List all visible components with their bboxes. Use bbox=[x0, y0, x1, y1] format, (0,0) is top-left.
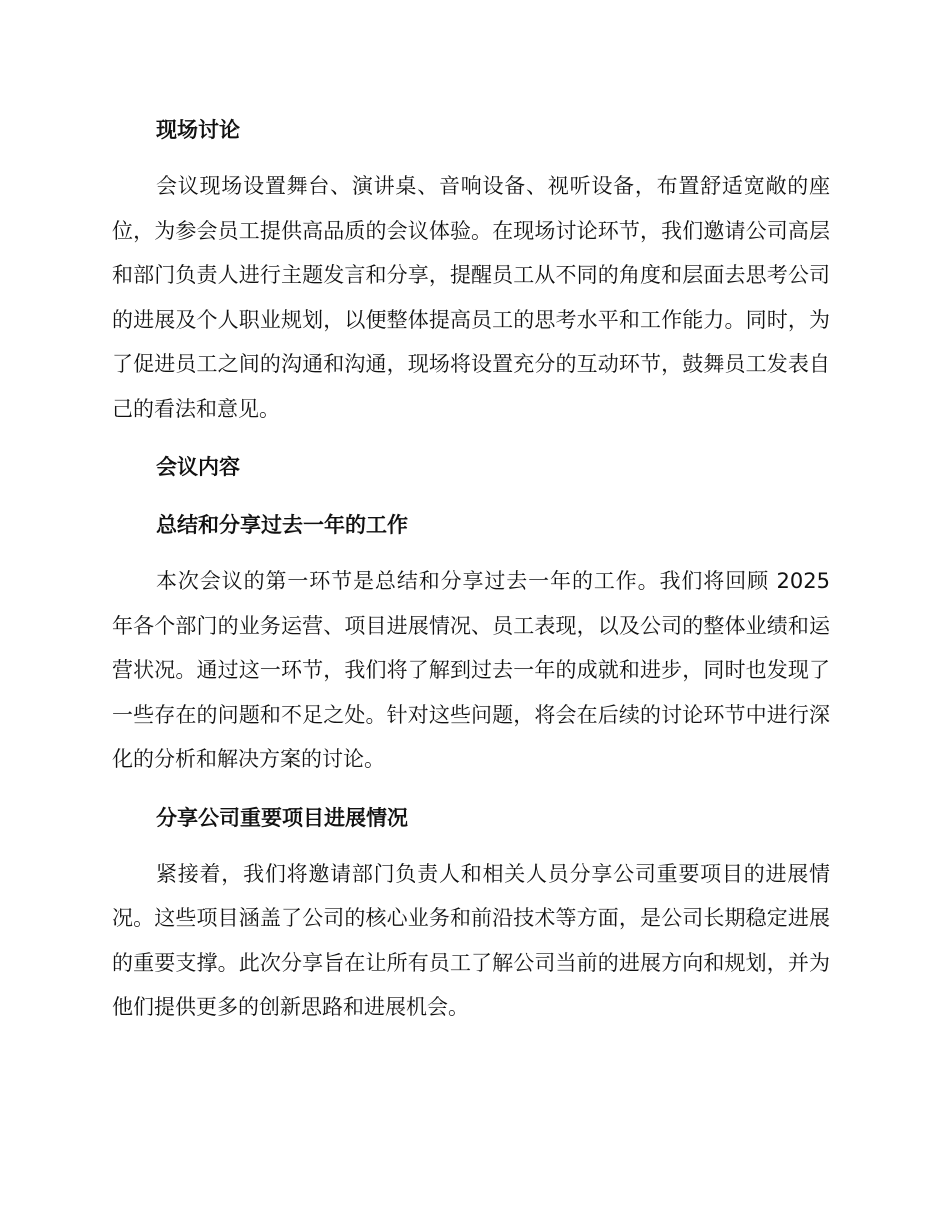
section-heading-meeting-content: 会议内容 bbox=[156, 455, 240, 479]
paragraph-annual-summary: 本次会议的第一环节是总结和分享过去一年的工作。我们将回顾 2025 年各个部门的业务运营、项目进展情况、员工表现，以及公司的整体业绩和运营状况。通过这一环节，我们将了解到过去一年的成就和进步，同时也发现了一些存在的问题和不足之处。针对这些问题，将会在后续的讨论环节中进行深化的分析和解决方案的讨论。 bbox=[112, 569, 830, 771]
section-heading-onsite-discussion: 现场讨论 bbox=[156, 118, 240, 142]
section-heading-project-progress: 分享公司重要项目进展情况 bbox=[156, 805, 408, 830]
section-heading-annual-summary: 总结和分享过去一年的工作 bbox=[156, 513, 408, 537]
paragraph-project-progress: 紧接着，我们将邀请部门负责人和相关人员分享公司重要项目的进展情况。这些项目涵盖了公司的核心业务和前沿技术等方面，是公司长期稳定进展的重要支撑。此次分享旨在让所有员工了解公司当前的进展方向和规划，并为他们提供更多的创新思路和进展机会。 bbox=[112, 861, 830, 1019]
paragraph-onsite-discussion: 会议现场设置舞台、演讲桌、音响设备、视听设备，布置舒适宽敞的座位，为参会员工提供高品质的会议体验。在现场讨论环节，我们邀请公司高层和部门负责人进行主题发言和分享，提醒员工从不同的角度和层面去思考公司的进展及个人职业规划，以便整体提高员工的思考水平和工作能力。同时，为了促进员工之间的沟通和沟通，现场将设置充分的互动环节，鼓舞员工发表自己的看法和意见。 bbox=[112, 174, 830, 421]
document-body bbox=[112, 108, 830, 1042]
